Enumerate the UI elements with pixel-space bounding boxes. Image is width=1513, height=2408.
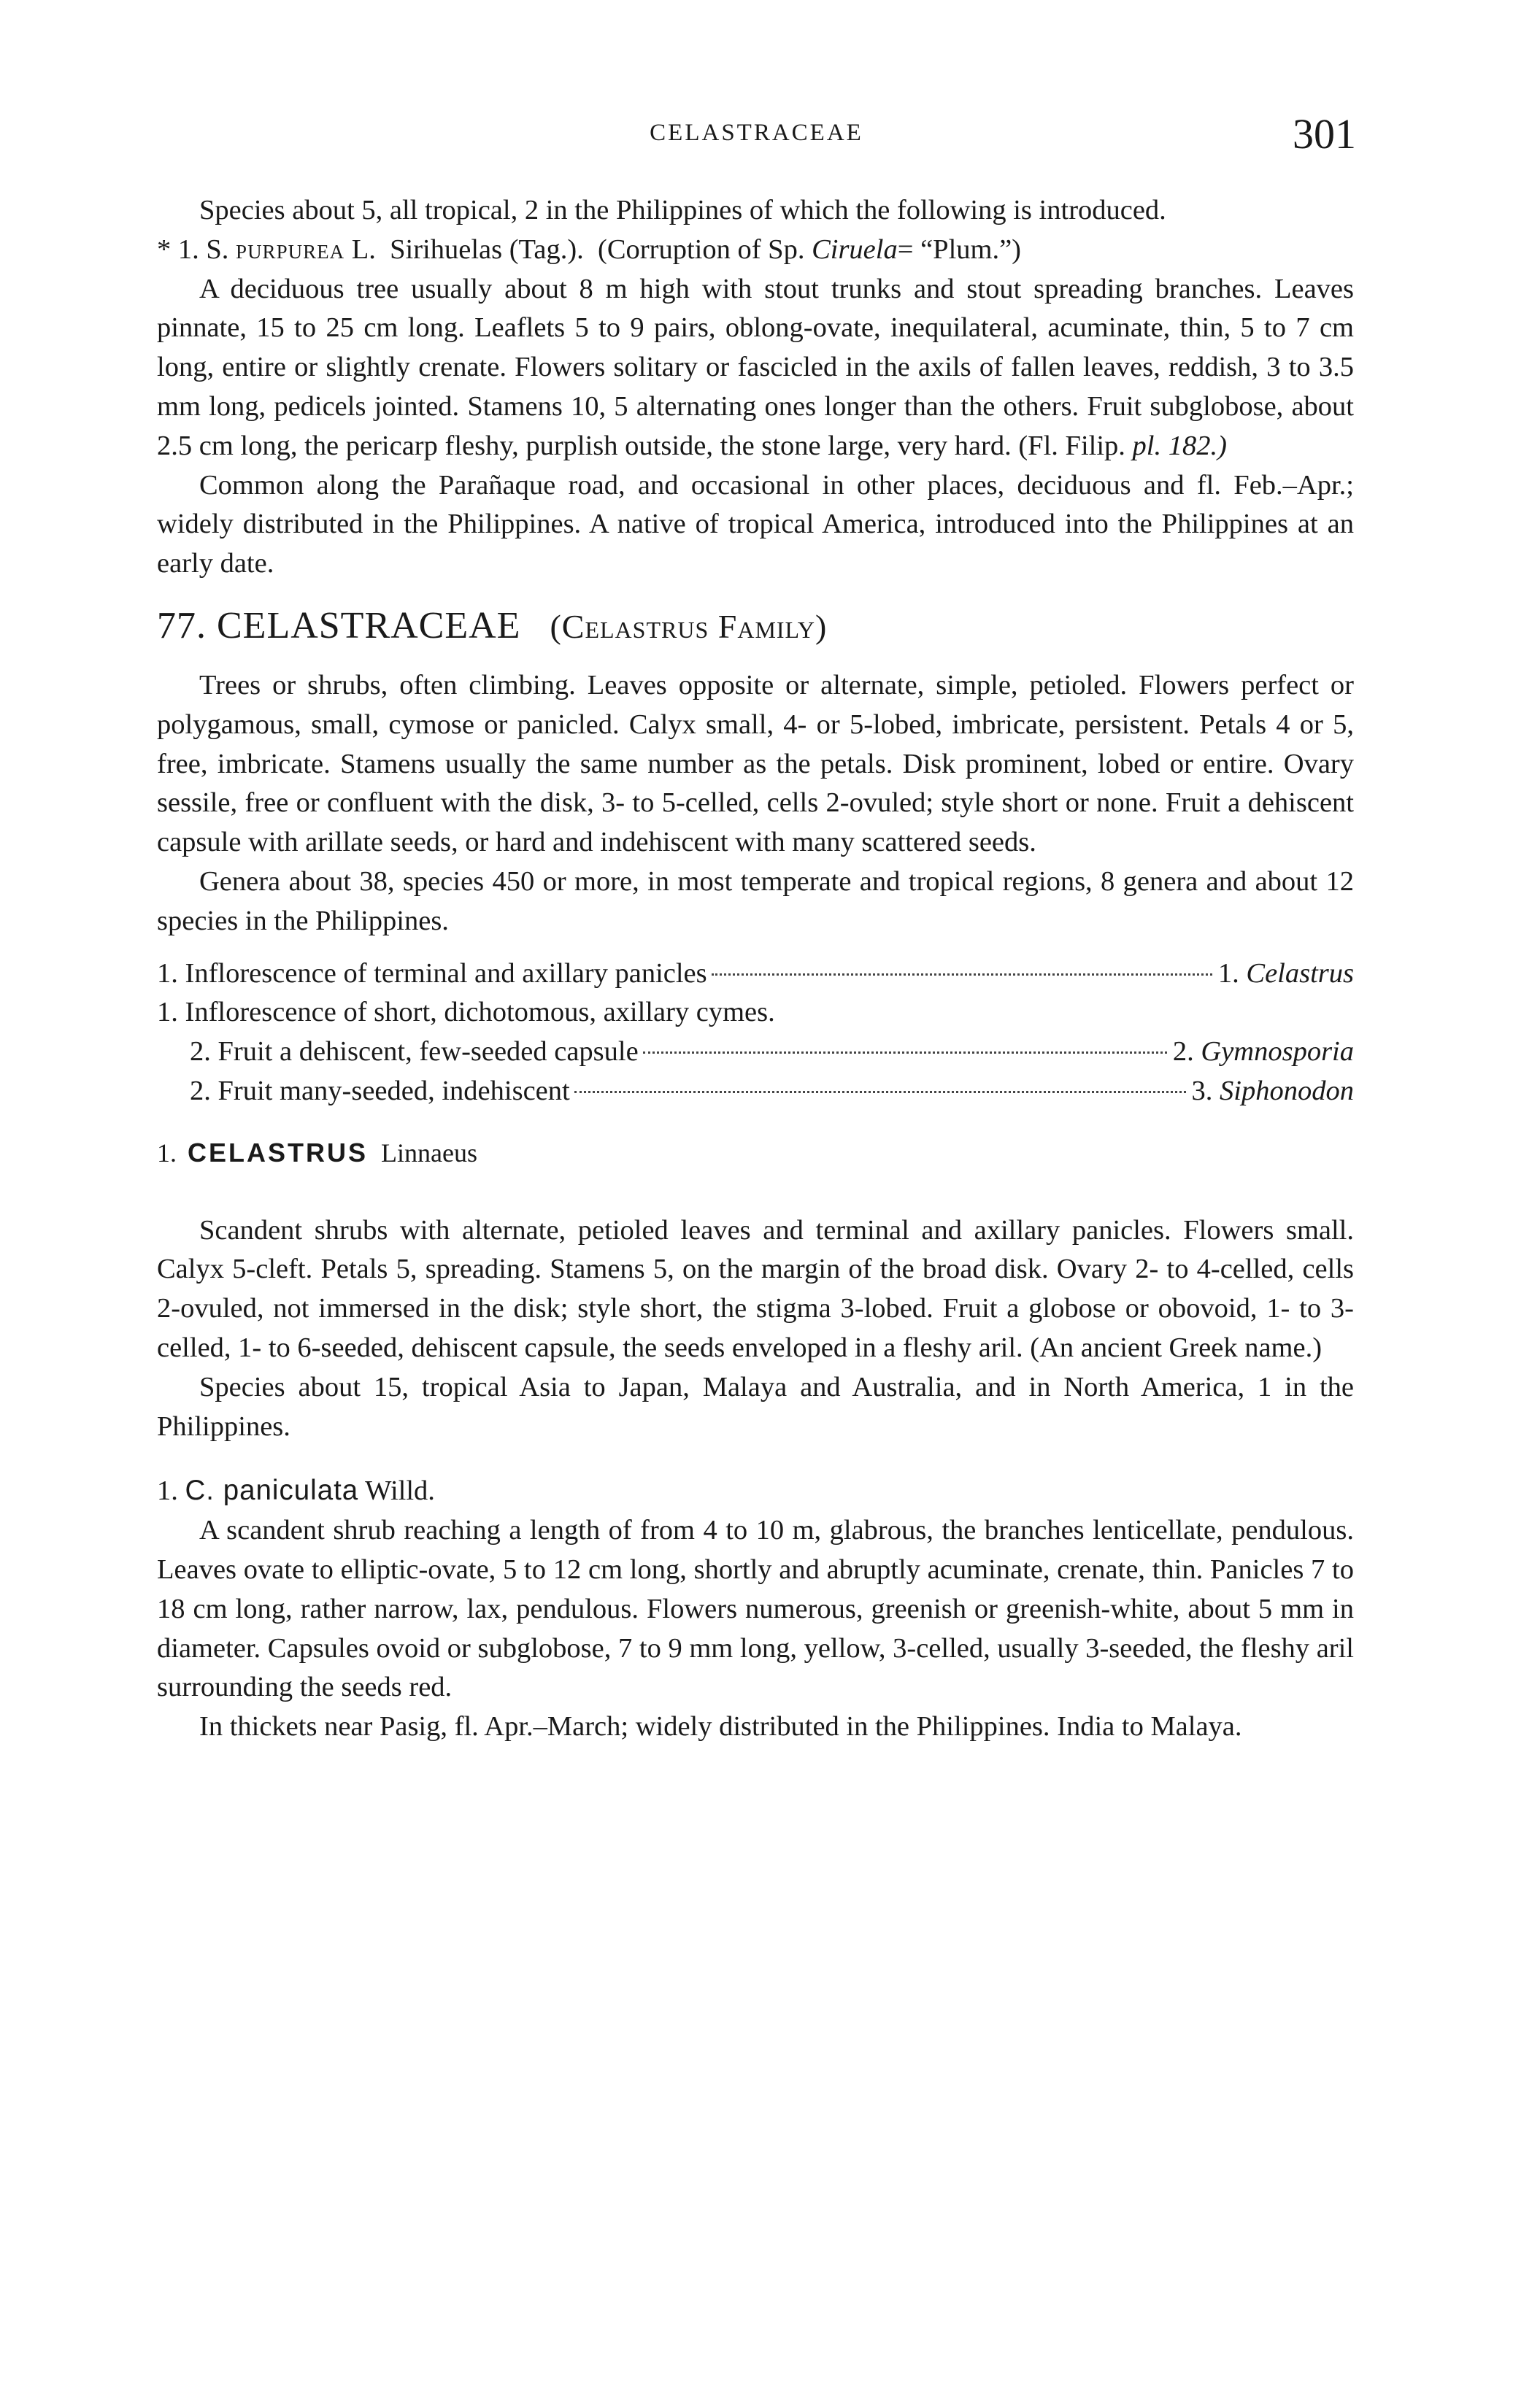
key-row bbox=[157, 993, 1354, 1033]
sandoricum-distribution: Common along the Parañaque road, and occasional in other places, deciduous and fl. Feb.–Apr.; widely distributed in the Philippines. A native of tropical America, introduced into the Philippines at an early date. bbox=[157, 469, 1354, 579]
genera-key bbox=[157, 954, 1354, 1111]
species-description: A scandent shrub reaching a length of from 4 to 10 m, glabrous, the branches lenticellate, pendulous. Leaves ovate to elliptic-ovate, 5 to 12 cm long, shortly and abruptly acuminate, crenate, thin. Panicles 7 to 18 cm long, rather narrow, lax, pendulous. Flowers numerous, greenish or greenish-white, about 5 mm in diameter. Capsules ovoid or subglobose, 7 to 9 mm long, yellow, 3-celled, usually 3-seeded, the fleshy aril surrounding the seeds red. bbox=[157, 1515, 1354, 1703]
genus-species-summary: Species about 15, tropical Asia to Japan, Malaya and Australia, and in North America, 1 in the Philippines. bbox=[157, 1371, 1354, 1442]
species-epithet: purpurea bbox=[236, 234, 345, 265]
running-header bbox=[157, 109, 1356, 168]
genus-number: 1. bbox=[157, 1138, 177, 1168]
species-author: Willd. bbox=[365, 1475, 435, 1507]
key-result-genus: Celastrus bbox=[1246, 957, 1354, 989]
species-mark: * 1. bbox=[157, 234, 199, 265]
sandoricum-description bbox=[157, 270, 1354, 466]
key-result-genus: Siphonodon bbox=[1220, 1075, 1354, 1106]
sandoricum-plate-ref: pl. 182.) bbox=[1132, 430, 1227, 461]
species-number: 1. bbox=[157, 1475, 178, 1507]
family-common-name: (Celastrus Family) bbox=[550, 607, 828, 645]
page-number: 301 bbox=[1293, 110, 1356, 158]
species-heading-celastrus bbox=[157, 1471, 1354, 1511]
key-text: 1. Inflorescence of terminal and axillary panicles bbox=[157, 957, 707, 989]
key-result-number: 3. bbox=[1191, 1075, 1213, 1106]
key-text: 2. Fruit a dehiscent, few-seeded capsule bbox=[190, 1036, 639, 1068]
genus-heading bbox=[157, 1133, 1354, 1173]
genus-name: CELASTRUS bbox=[188, 1137, 369, 1168]
species-author: L. bbox=[351, 234, 376, 265]
key-text: 1. Inflorescence of short, dichotomous, axillary cymes. bbox=[157, 997, 775, 1028]
sandoricum-description-text: A deciduous tree usually about 8 m high with stout trunks and stout spreading branches. Leaves pinnate, 15 to 25 cm long. Leaflets 5 to 9 pairs, oblong-ovate, inequilateral, acuminate, thin, 5 to 7 cm long, entire or slightly crenate. Flowers solitary or fascicled in the axils of fallen leaves, reddish, 3 to 3.5 mm long, pedicels jointed. Stamens 10, 5 alternating ones longer than the others. Fruit subglobose, about 2.5 cm long, the pericarp fleshy, purplish outside, the stone large, very hard. (Fl. Filip. bbox=[157, 273, 1354, 461]
species-genus-abbr: S. bbox=[206, 234, 229, 265]
key-result-number: 1. bbox=[1217, 957, 1239, 989]
etymology-suffix: = “Plum.”) bbox=[897, 234, 1021, 265]
key-row bbox=[157, 1033, 1354, 1072]
family-description: Trees or shrubs, often climbing. Leaves opposite or alternate, simple, petioled. Flowers perfect or polygamous, small, cymose or panicled. Calyx small, 4- or 5-lobed, imbricate, persistent. Petals 4 or 5, free, imbricate. Stamens usually the same number as the petals. Disk prominent, lobed or entire. Ovary sessile, free or confluent with the disk, 3- to 5-celled, cells 2-ovuled; style short or none. Fruit a dehiscent capsule with arillate seeds, or hard and indehiscent with many scattered seeds. bbox=[157, 669, 1354, 858]
key-leader-dots bbox=[643, 1051, 1167, 1054]
family-heading bbox=[157, 597, 1354, 656]
species-vernacular: Sirihuelas (Tag.). bbox=[390, 234, 584, 265]
text-column bbox=[157, 191, 1354, 1747]
key-row bbox=[157, 954, 1354, 994]
sandoricum-intro: Species about 5, all tropical, 2 in the Philippines of which the following is introduced. bbox=[199, 195, 1166, 225]
family-genera-summary: Genera about 38, species 450 or more, in most temperate and tropical regions, 8 genera and about 12 species in the Philippines. bbox=[157, 865, 1354, 936]
species-distribution: In thickets near Pasig, fl. Apr.–March; widely distributed in the Philippines. India to Malaya. bbox=[199, 1711, 1242, 1743]
key-text: 2. Fruit many-seeded, indehiscent bbox=[190, 1075, 570, 1106]
etymology-prefix: (Corruption of Sp. bbox=[598, 234, 805, 265]
key-leader-dots bbox=[574, 1091, 1186, 1093]
key-result-genus: Gymnosporia bbox=[1201, 1036, 1354, 1068]
family-number-title: 77. CELASTRACEAE bbox=[157, 604, 521, 647]
key-leader-dots bbox=[712, 973, 1212, 976]
spacer bbox=[157, 1446, 1354, 1471]
genus-author: Linnaeus bbox=[381, 1138, 477, 1168]
key-result-number: 2. bbox=[1172, 1036, 1194, 1068]
genus-description: Scandent shrubs with alternate, petioled leaves and terminal and axillary panicles. Flowers small. Calyx 5-cleft. Petals 5, spreading. Stamens 5, on the margin of the broad disk. Ovary 2- to 4-celled, cells 2-ovuled, not immersed in the disk; style short, the stigma 3-lobed. Fruit a globose or obovoid, 1- to 3-celled, 1- to 6-seeded, dehiscent capsule, the seeds enveloped in a fleshy aril. (An ancient Greek name.) bbox=[157, 1214, 1354, 1363]
etymology-word: Ciruela bbox=[812, 234, 898, 265]
species-name: C. paniculata bbox=[185, 1475, 359, 1507]
species-heading-sandoricum bbox=[157, 231, 1354, 270]
key-row bbox=[157, 1072, 1354, 1111]
running-title: CELASTRACEAE bbox=[650, 120, 863, 146]
